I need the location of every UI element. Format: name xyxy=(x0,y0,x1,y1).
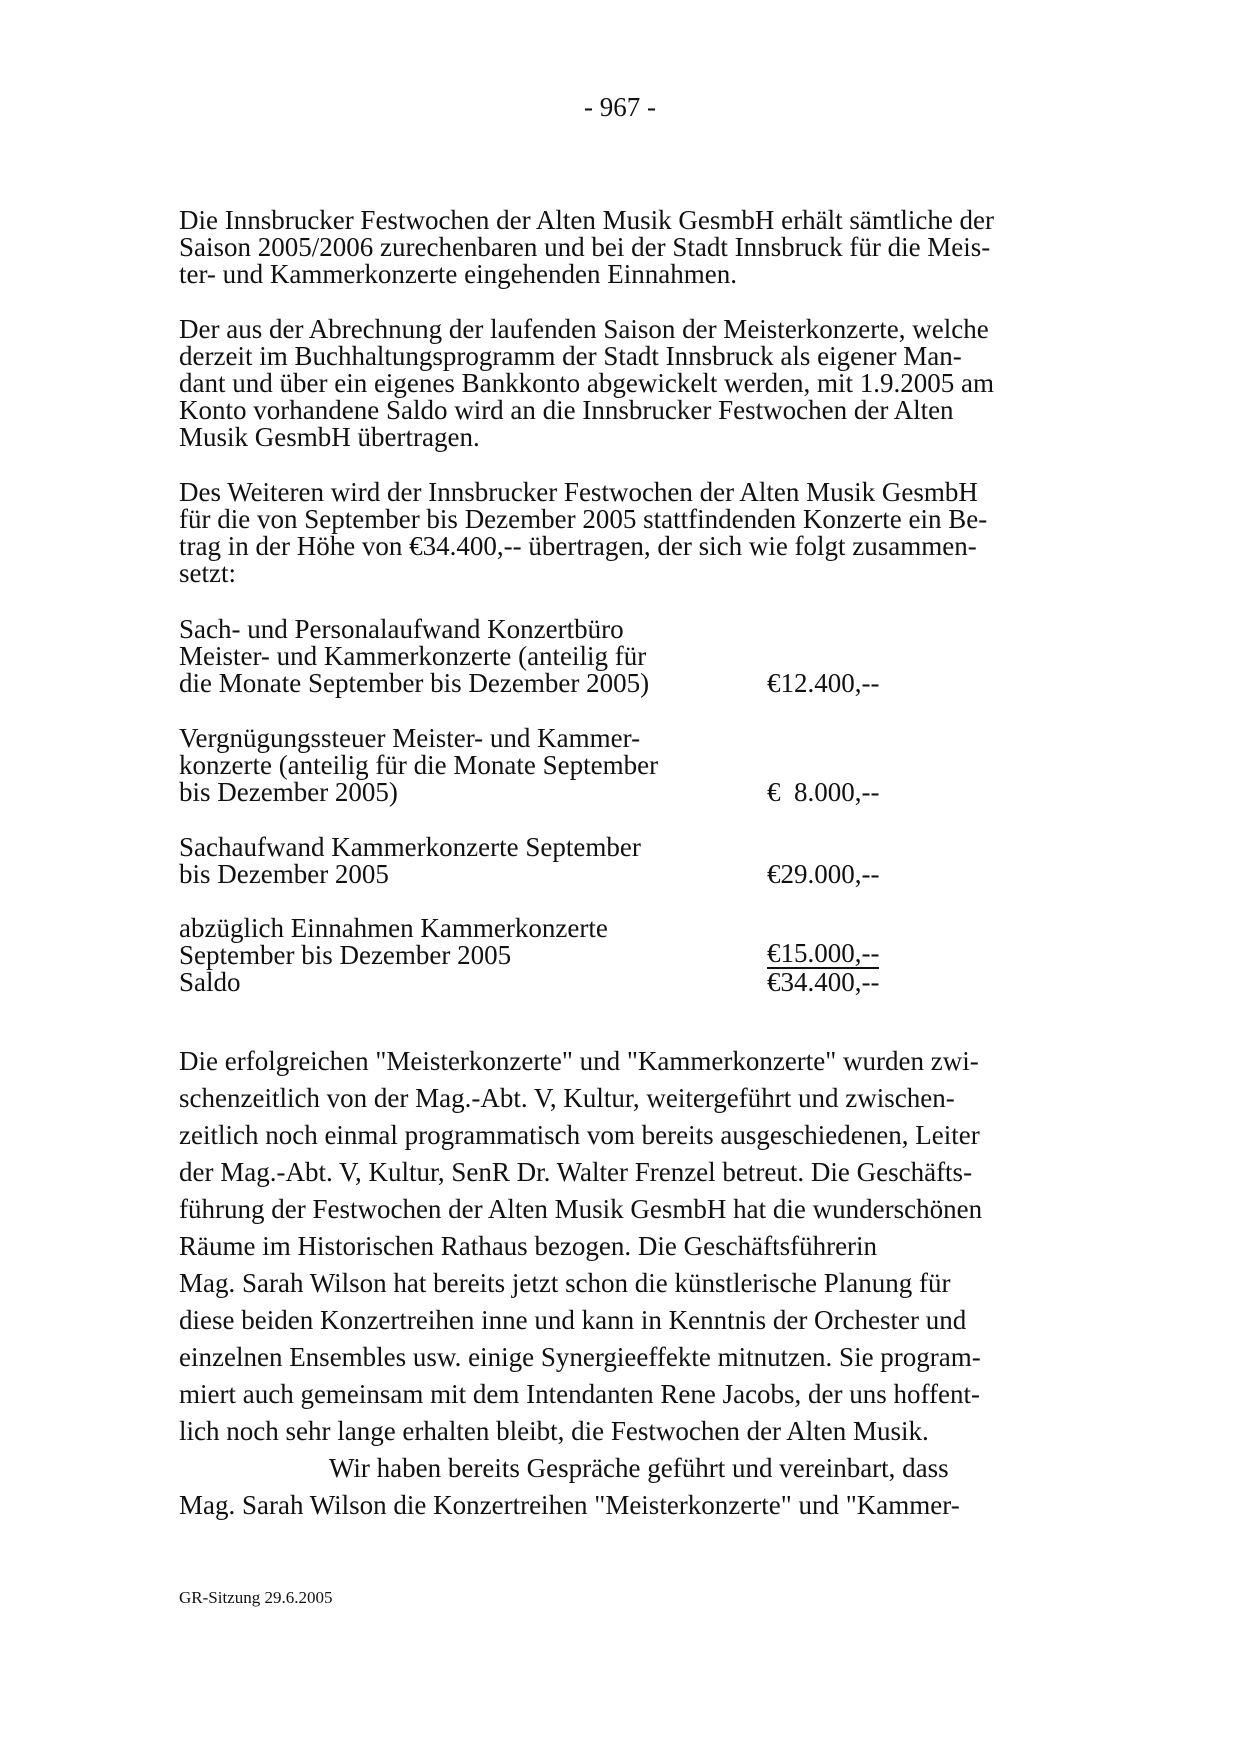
text-line: Mag. Sarah Wilson hat bereits jetzt schon die künstlerische Planung für xyxy=(179,1268,951,1298)
text-line: bis Dezember 2005) xyxy=(179,777,398,807)
text-line: abzüglich Einnahmen Kammerkonzerte xyxy=(179,913,608,943)
text-line: Meister- und Kammerkonzerte (anteilig für xyxy=(179,641,647,671)
text-line: Mag. Sarah Wilson die Konzertreihen "Meisterkonzerte" und "Kammer- xyxy=(179,1490,960,1520)
text-line: Wir haben bereits Gespräche geführt und vereinbart, dass xyxy=(329,1453,949,1483)
cost-item-sachaufwand xyxy=(179,834,899,888)
text-line: Des Weiteren wird der Innsbrucker Festwochen der Alten Musik GesmbH xyxy=(179,477,978,507)
text-line: setzt: xyxy=(179,558,236,588)
cost-item-vergnuegungssteuer xyxy=(179,725,899,806)
text-line: dant und über ein eigenes Bankkonto abgewickelt werden, mit 1.9.2005 am xyxy=(179,368,995,398)
text-line: Der aus der Abrechnung der laufenden Saison der Meisterkonzerte, welche xyxy=(179,314,989,344)
paragraph-konzertreihen xyxy=(179,1043,1079,1524)
text-line: Konto vorhandene Saldo wird an die Innsbrucker Festwochen der Alten xyxy=(179,395,954,425)
text-line: führung der Festwochen der Alten Musik GesmbH hat die wunderschönen xyxy=(179,1194,983,1224)
text-line: Saldo xyxy=(179,967,241,997)
text-line: Sachaufwand Kammerkonzerte September xyxy=(179,832,641,862)
text-line: bis Dezember 2005 xyxy=(179,859,389,889)
text-line: Saison 2005/2006 zurechenbaren und bei der Stadt Innsbruck für die Meis- xyxy=(179,232,991,262)
text-line: einzelnen Ensembles usw. einige Synergieeffekte mitnutzen. Sie program- xyxy=(179,1342,981,1372)
cost-item-amount: €15.000,-- xyxy=(767,938,880,968)
paragraph-festwochen-income xyxy=(179,207,1069,288)
cost-item-amount: €12.400,-- xyxy=(767,668,880,698)
text-line: diese beiden Konzertreihen inne und kann in Kenntnis der Orchester und xyxy=(179,1305,967,1335)
footer-session-date: GR-Sitzung 29.6.2005 xyxy=(179,1588,333,1607)
page-number: - 967 - xyxy=(584,92,656,122)
text-line: Die Innsbrucker Festwochen der Alten Musik GesmbH erhält sämtliche der xyxy=(179,205,995,235)
text-line: die Monate September bis Dezember 2005) xyxy=(179,668,650,698)
text-line: Sach- und Personalaufwand Konzertbüro xyxy=(179,614,624,644)
paragraph-meisterkonzerte-saldo xyxy=(179,316,1069,451)
text-line: Räume im Historischen Rathaus bezogen. Die Geschäftsführerin xyxy=(179,1231,878,1261)
text-line: zeitlich noch einmal programmatisch vom bereits ausgeschiedenen, Leiter xyxy=(179,1120,980,1150)
text-line: lich noch sehr lange erhalten bleibt, die Festwochen der Alten Musik. xyxy=(179,1416,929,1446)
text-line: Vergnügungssteuer Meister- und Kammer- xyxy=(179,723,641,753)
cost-item-amount: €29.000,-- xyxy=(767,859,880,889)
text-line: der Mag.-Abt. V, Kultur, SenR Dr. Walter Frenzel betreut. Die Geschäfts- xyxy=(179,1157,973,1187)
text-line: Musik GesmbH übertragen. xyxy=(179,422,480,452)
text-line: Die erfolgreichen "Meisterkonzerte" und "Kammerkonzerte" wurden zwi- xyxy=(179,1046,979,1076)
text-line: ter- und Kammerkonzerte eingehenden Einnahmen. xyxy=(179,259,737,289)
cost-item-amount: € 8.000,-- xyxy=(767,777,880,807)
cost-item-saldo xyxy=(179,969,899,996)
paragraph-transfer-amount xyxy=(179,479,1069,587)
text-line: September bis Dezember 2005 xyxy=(179,940,512,970)
text-line: konzerte (anteilig für die Monate September xyxy=(179,750,659,780)
text-line: miert auch gemeinsam mit dem Intendanten Rene Jacobs, der uns hoffent- xyxy=(179,1379,981,1409)
text-line: schenzeitlich von der Mag.-Abt. V, Kultur, weitergeführt und zwischen- xyxy=(179,1083,955,1113)
cost-item-amount: €34.400,-- xyxy=(767,967,880,997)
text-line: für die von September bis Dezember 2005 stattfindenden Konzerte ein Be- xyxy=(179,504,988,534)
text-line: derzeit im Buchhaltungsprogramm der Stadt Innsbruck als eigener Man- xyxy=(179,341,962,371)
text-line: trag in der Höhe von €34.400,-- übertragen, der sich wie folgt zusammen- xyxy=(179,531,977,561)
cost-item-einnahmen xyxy=(179,915,899,969)
cost-item-personalaufwand xyxy=(179,616,899,697)
